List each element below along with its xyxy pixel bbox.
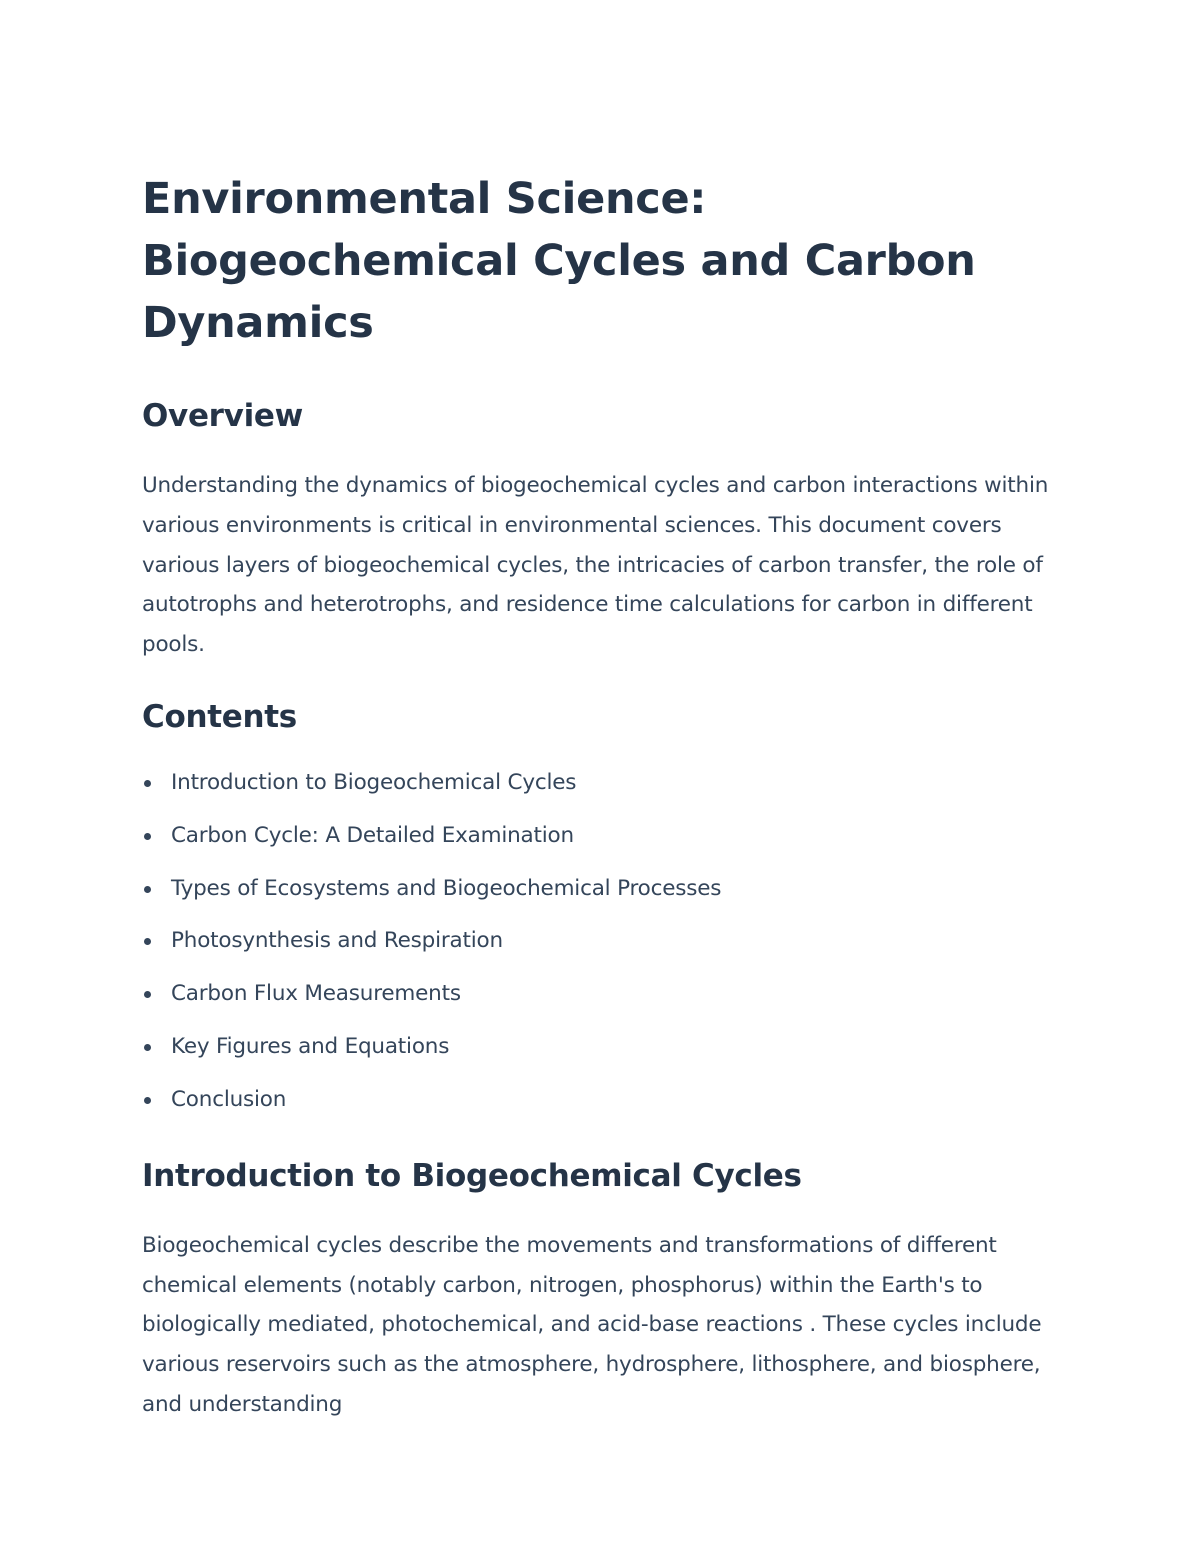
- contents-item-label: Types of Ecosystems and Biogeochemical Processes: [171, 875, 722, 901]
- contents-item-label: Carbon Cycle: A Detailed Examination: [171, 822, 574, 848]
- bullet-icon: [144, 1097, 151, 1104]
- introduction-paragraph: Biogeochemical cycles describe the movements and transformations of different chemical elements (notably carbon, nitrogen, phosphorus) within the Earth's to biologically mediated, photochemical, and acid-base reactions . These cycles include various reservoirs such as the atmosphere, hydrosphere, lithosphere, and biosphere, and understanding: [142, 1232, 1042, 1417]
- document-page: [142, 168, 1057, 1425]
- bullet-icon: [144, 780, 151, 787]
- contents-item: [142, 822, 1057, 850]
- contents-item-label: Conclusion: [171, 1086, 287, 1112]
- contents-item: [142, 927, 1057, 955]
- contents-list: [142, 769, 1057, 1114]
- contents-item: [142, 769, 1057, 797]
- bullet-icon: [144, 991, 151, 998]
- bullet-icon: [144, 1044, 151, 1051]
- contents-item-label: Introduction to Biogeochemical Cycles: [171, 769, 577, 795]
- contents-item-label: Photosynthesis and Respiration: [171, 928, 503, 954]
- bullet-icon: [144, 833, 151, 840]
- contents-item: [142, 980, 1057, 1008]
- contents-heading: Contents: [142, 698, 297, 735]
- overview-heading: Overview: [142, 398, 303, 434]
- bullet-icon: [144, 938, 151, 945]
- contents-item-label: Key Figures and Equations: [171, 1033, 450, 1059]
- document-title: Environmental Science: Biogeochemical Cycles and Carbon Dynamics: [142, 174, 976, 348]
- contents-item: [142, 1086, 1057, 1114]
- bullet-icon: [144, 886, 151, 893]
- contents-item: [142, 875, 1057, 903]
- introduction-heading: Introduction to Biogeochemical Cycles: [142, 1157, 802, 1194]
- overview-paragraph: Understanding the dynamics of biogeochemical cycles and carbon interactions within various environments is critical in environmental sciences. This document covers various layers of biogeochemical cycles, the intricacies of carbon transfer, the role of autotrophs and heterotrophs, and residence time calculations for carbon in different pools.: [142, 473, 1049, 658]
- contents-item: [142, 1033, 1057, 1061]
- contents-item-label: Carbon Flux Measurements: [171, 981, 461, 1007]
